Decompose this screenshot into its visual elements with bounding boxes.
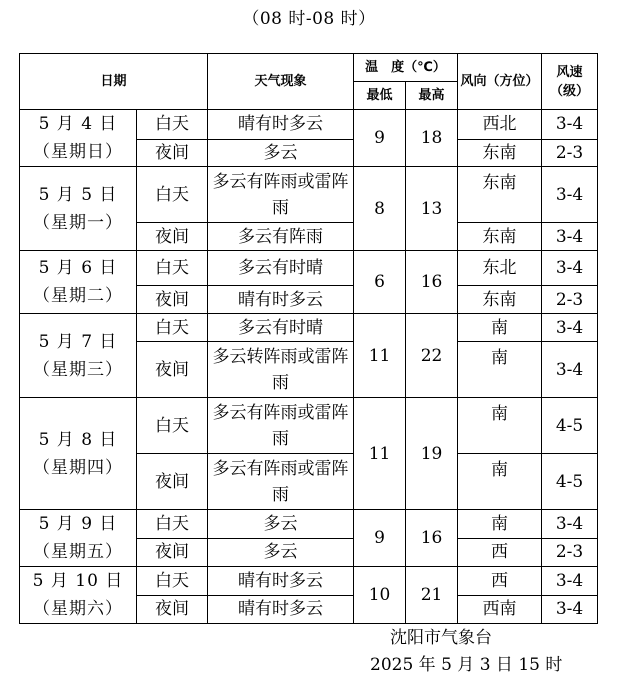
temp-min-cell: 11 bbox=[354, 314, 406, 398]
wind-direction-cell: 西南 bbox=[458, 595, 542, 624]
period-cell: 白天 bbox=[137, 110, 208, 140]
period-cell: 白天 bbox=[137, 167, 208, 223]
weather-cell: 多云有阵雨或雷阵雨 bbox=[208, 398, 354, 454]
wind-direction-cell: 南 bbox=[458, 342, 542, 398]
weather-cell: 多云转阵雨或雷阵雨 bbox=[208, 342, 354, 398]
weekday-text: （星期日） bbox=[33, 142, 123, 162]
date-cell bbox=[20, 251, 137, 314]
date-cell bbox=[20, 510, 137, 567]
header-wind-direction: 风向（方位） bbox=[458, 54, 542, 110]
weather-cell: 多云有阵雨 bbox=[208, 223, 354, 251]
date-text: 5 月 9 日 bbox=[38, 514, 118, 534]
wind-speed-cell: 2-3 bbox=[542, 286, 598, 314]
weather-cell: 多云有时晴 bbox=[208, 314, 354, 342]
period-cell: 夜间 bbox=[137, 342, 208, 398]
wind-direction-cell: 南 bbox=[458, 454, 542, 510]
temp-max-cell: 16 bbox=[406, 251, 458, 314]
wind-speed-cell: 3-4 bbox=[542, 595, 598, 624]
temp-max-cell: 16 bbox=[406, 510, 458, 567]
temp-max-cell: 21 bbox=[406, 567, 458, 624]
weekday-text: （星期一） bbox=[33, 212, 123, 233]
forecast-table-body bbox=[20, 54, 598, 624]
period-cell: 夜间 bbox=[137, 538, 208, 567]
wind-direction-cell: 东北 bbox=[458, 251, 542, 286]
weather-cell: 晴有时多云 bbox=[208, 286, 354, 314]
wind-direction-cell: 南 bbox=[458, 314, 542, 342]
wind-speed-cell: 3-4 bbox=[542, 251, 598, 286]
period-cell: 夜间 bbox=[137, 139, 208, 166]
time-range-caption: （08 时-08 时） bbox=[242, 9, 376, 29]
forecast-row-day bbox=[20, 510, 598, 539]
header-temperature: 温 度（℃） bbox=[354, 54, 458, 82]
header-date: 日期 bbox=[20, 54, 208, 110]
period-cell: 夜间 bbox=[137, 286, 208, 314]
wind-speed-cell: 3-4 bbox=[542, 567, 598, 596]
temp-min-cell: 9 bbox=[354, 110, 406, 167]
temp-max-cell: 22 bbox=[406, 314, 458, 398]
period-cell: 夜间 bbox=[137, 454, 208, 510]
date-text: 5 月 5 日 bbox=[38, 184, 118, 205]
wind-speed-cell: 3-4 bbox=[542, 342, 598, 398]
date-cell bbox=[20, 314, 137, 398]
forecast-row-day bbox=[20, 251, 598, 286]
issuer-name: 沈阳市气象台 bbox=[390, 628, 492, 648]
date-cell bbox=[20, 167, 137, 251]
wind-direction-cell: 西北 bbox=[458, 110, 542, 140]
wind-speed-cell: 3-4 bbox=[542, 510, 598, 539]
forecast-table bbox=[19, 53, 598, 624]
date-text: 5 月 7 日 bbox=[38, 331, 118, 352]
date-cell bbox=[20, 567, 137, 624]
wind-direction-cell: 南 bbox=[458, 398, 542, 454]
period-cell: 白天 bbox=[137, 567, 208, 596]
temp-min-cell: 8 bbox=[354, 167, 406, 251]
date-text: 5 月 10 日 bbox=[32, 571, 124, 591]
wind-speed-cell: 3-4 bbox=[542, 314, 598, 342]
forecast-row-day bbox=[20, 398, 598, 454]
signature-block bbox=[370, 625, 562, 679]
weather-cell: 多云 bbox=[208, 510, 354, 539]
header-weather: 天气现象 bbox=[208, 54, 354, 110]
weather-cell: 多云有阵雨或雷阵雨 bbox=[208, 454, 354, 510]
period-cell: 白天 bbox=[137, 314, 208, 342]
weather-cell: 多云有时晴 bbox=[208, 251, 354, 286]
temp-min-cell: 9 bbox=[354, 510, 406, 567]
header-temp-max: 最高 bbox=[406, 82, 458, 110]
wind-speed-cell: 3-4 bbox=[542, 110, 598, 140]
period-cell: 白天 bbox=[137, 398, 208, 454]
period-cell: 夜间 bbox=[137, 595, 208, 624]
header-temp-min: 最低 bbox=[354, 82, 406, 110]
period-cell: 白天 bbox=[137, 251, 208, 286]
weather-cell: 晴有时多云 bbox=[208, 567, 354, 596]
weekday-text: （星期五） bbox=[33, 542, 123, 562]
date-cell bbox=[20, 398, 137, 510]
weekday-text: （星期四） bbox=[33, 457, 123, 478]
weekday-text: （星期六） bbox=[33, 599, 123, 619]
forecast-row-day bbox=[20, 314, 598, 342]
date-text: 5 月 6 日 bbox=[38, 258, 118, 278]
wind-speed-cell: 3-4 bbox=[542, 223, 598, 251]
wind-direction-cell: 东南 bbox=[458, 223, 542, 251]
temp-max-cell: 13 bbox=[406, 167, 458, 251]
forecast-row-day bbox=[20, 110, 598, 140]
temp-max-cell: 18 bbox=[406, 110, 458, 167]
wind-speed-cell: 4-5 bbox=[542, 398, 598, 454]
weather-cell: 晴有时多云 bbox=[208, 110, 354, 140]
weather-cell: 多云有阵雨或雷阵雨 bbox=[208, 167, 354, 223]
wind-direction-cell: 东南 bbox=[458, 139, 542, 166]
weather-cell: 多云 bbox=[208, 538, 354, 567]
temp-min-cell: 11 bbox=[354, 398, 406, 510]
wind-direction-cell: 东南 bbox=[458, 286, 542, 314]
wind-direction-cell: 西 bbox=[458, 567, 542, 596]
weekday-text: （星期二） bbox=[33, 286, 123, 306]
wind-speed-cell: 2-3 bbox=[542, 139, 598, 166]
wind-direction-cell: 东南 bbox=[458, 167, 542, 223]
date-text: 5 月 4 日 bbox=[38, 114, 118, 134]
weather-cell: 晴有时多云 bbox=[208, 595, 354, 624]
period-cell: 白天 bbox=[137, 510, 208, 539]
wind-speed-cell: 2-3 bbox=[542, 538, 598, 567]
period-cell: 夜间 bbox=[137, 223, 208, 251]
header-wind-speed: 风速（级） bbox=[542, 54, 598, 110]
date-cell bbox=[20, 110, 137, 167]
date-text: 5 月 8 日 bbox=[38, 429, 118, 450]
temp-min-cell: 10 bbox=[354, 567, 406, 624]
header-row-1 bbox=[20, 54, 598, 82]
wind-speed-cell: 4-5 bbox=[542, 454, 598, 510]
wind-direction-cell: 南 bbox=[458, 510, 542, 539]
weather-cell: 多云 bbox=[208, 139, 354, 166]
forecast-row-day bbox=[20, 167, 598, 223]
issue-time: 2025 年 5 月 3 日 15 时 bbox=[370, 655, 563, 675]
temp-max-cell: 19 bbox=[406, 398, 458, 510]
temp-min-cell: 6 bbox=[354, 251, 406, 314]
wind-direction-cell: 西 bbox=[458, 538, 542, 567]
forecast-row-day bbox=[20, 567, 598, 596]
weekday-text: （星期三） bbox=[33, 359, 123, 380]
wind-speed-cell: 3-4 bbox=[542, 167, 598, 223]
